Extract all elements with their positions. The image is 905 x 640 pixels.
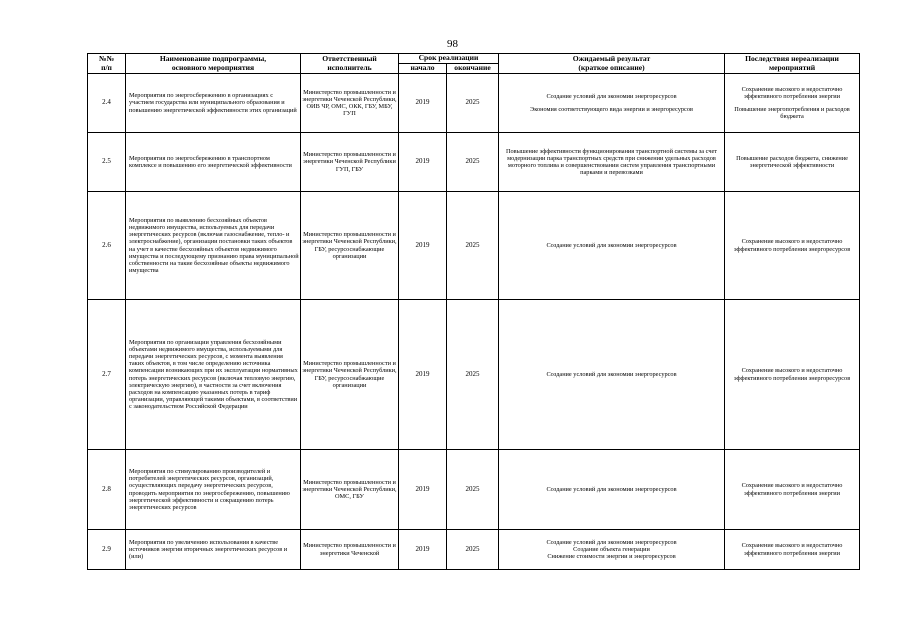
- executor: Министерство промышленности и энергетики Чеченской Республики, ОИВ ЧР, ОМС, ОКК, ГБУ, МБУ, ГУП: [301, 74, 399, 133]
- measures-table: [87, 53, 860, 570]
- header-executor: Ответственный исполнитель: [301, 54, 399, 74]
- executor: Министерство промышленности и энергетики Чеченской Республики, ГБУ, ресурсоснабжающие организации: [301, 192, 399, 300]
- page-number: 98: [447, 38, 458, 50]
- header-consequences: Последствия нереализации мероприятий: [725, 54, 860, 74]
- start-year: 2019: [399, 300, 447, 450]
- row-number: 2.4: [88, 74, 126, 133]
- row-number: 2.5: [88, 133, 126, 192]
- executor: Министерство промышленности и энергетики Чеченской Республики, ОМС, ГБУ: [301, 450, 399, 530]
- executor: Министерство промышленности и энергетики Чеченской Республики, ГБУ, ресурсоснабжающие организации: [301, 300, 399, 450]
- start-year: 2019: [399, 530, 447, 570]
- row-number: 2.9: [88, 530, 126, 570]
- row-number: 2.8: [88, 450, 126, 530]
- result-line: Создание условий для экономии энергоресурсов: [546, 538, 677, 546]
- consequences: Сохранение высокого и недостаточно эффективного потребления энергоресурсов: [725, 192, 860, 300]
- header-end: окончание: [447, 64, 499, 74]
- table-row: [88, 192, 860, 300]
- executor: Министерство промышленности и энергетики Чеченской Республики ГУП, ГБУ: [301, 133, 399, 192]
- start-year: 2019: [399, 450, 447, 530]
- measure-name: Мероприятия по увеличению использования в качестве источников энергии вторичных энергетических ресурсов и (или): [126, 530, 301, 570]
- result-line: Создание объекта генерации: [573, 545, 650, 553]
- start-year: 2019: [399, 133, 447, 192]
- table-row: [88, 74, 860, 133]
- header-term: Срок реализации: [399, 54, 499, 64]
- measure-name: Мероприятия по стимулированию производителей и потребителей энергетических ресурсов, организаций, осуществляющих передачу энергетических ресурсов, проводить мероприятия по энергосбережению, повышению энергетической эффективности и сокращению потерь энергетических ресурсов: [126, 450, 301, 530]
- measure-name: Мероприятия по организации управления бесхозяйными объектами недвижимого имущества, используемыми для передачи энергетических ресурсов, с момента выявления таких объектов, в том числе определению источника компенсации возникающих при их эксплуатации нормативных потерь энергетических ресурсов (включая тепловую энергию, электрическую энергию), в частности за счет включения расходов на компенсацию указанных потерь в тариф организации, управляющей такими объектами, в соответствии с законодательством Российской Федерации: [126, 300, 301, 450]
- consequence-line: Повышение энергопотребления и расходов бюджета: [734, 106, 850, 121]
- header-start: начало: [399, 64, 447, 74]
- result-line: Снижение стоимости энергии и энергоресурсов: [547, 553, 676, 561]
- table-row: [88, 300, 860, 450]
- consequences: Сохранение высокого и недостаточно эффективного потребления энергии: [725, 450, 860, 530]
- expected-result: [499, 74, 725, 133]
- consequence-line: Сохранение высокого и недостаточно эффективного потребления энергии: [741, 85, 843, 100]
- expected-result: Создание условий для экономии энергоресурсов: [499, 300, 725, 450]
- end-year: 2025: [447, 74, 499, 133]
- result-line: Экономия соответствующего вида энергии и энергоресурсов: [530, 106, 693, 113]
- table-row: [88, 450, 860, 530]
- row-number: 2.6: [88, 192, 126, 300]
- row-number: 2.7: [88, 300, 126, 450]
- end-year: 2025: [447, 133, 499, 192]
- expected-result: Создание условий для экономии энергоресурсов: [499, 450, 725, 530]
- end-year: 2025: [447, 450, 499, 530]
- executor: Министерство промышленности и энергетики Чеченской: [301, 530, 399, 570]
- end-year: 2025: [447, 300, 499, 450]
- start-year: 2019: [399, 192, 447, 300]
- end-year: 2025: [447, 192, 499, 300]
- expected-result: Создание условий для экономии энергоресурсов: [499, 192, 725, 300]
- consequences: [725, 74, 860, 133]
- consequences: Повышение расходов бюджета, снижение энергетической эффективности: [725, 133, 860, 192]
- end-year: 2025: [447, 530, 499, 570]
- header-number: №№ п/п: [88, 54, 126, 74]
- measure-name: Мероприятия по энергосбережению в транспортном комплексе и повышению его энергетической эффективности: [126, 133, 301, 192]
- result-line: Создание условий для экономии энергоресурсов: [546, 92, 677, 100]
- consequences: Сохранение высокого и недостаточно эффективного потребления энергии: [725, 530, 860, 570]
- expected-result: Повышение эффективности функционирования транспортной системы за счет модернизации парка транспортных средств при снижении удельных расходов моторного топлива и совершенствовании систем управления транспортными парками и перевозками: [499, 133, 725, 192]
- header-result: Ожидаемый результат (краткое описание): [499, 54, 725, 74]
- measure-name: Мероприятия по энергосбережению в организациях с участием государства или муниципального образования и повышению энергетической эффективности этих организаций: [126, 74, 301, 133]
- header-name: Наименование подпрограммы, основного мероприятия: [126, 54, 301, 74]
- measure-name: Мероприятия по выявлению бесхозяйных объектов недвижимого имущества, используемых для передачи энергетических ресурсов (включая газоснабжение, тепло- и электроснабжение), организации постановки таких объектов на учет в качестве бесхозяйных объектов недвижимого имущества и последующему признанию права муниципальной собственности на такие бесхозяйные объекты недвижимого имущества: [126, 192, 301, 300]
- table-row: [88, 530, 860, 570]
- start-year: 2019: [399, 74, 447, 133]
- expected-result: [499, 530, 725, 570]
- consequences: Сохранение высокого и недостаточно эффективного потребления энергоресурсов: [725, 300, 860, 450]
- table-row: [88, 133, 860, 192]
